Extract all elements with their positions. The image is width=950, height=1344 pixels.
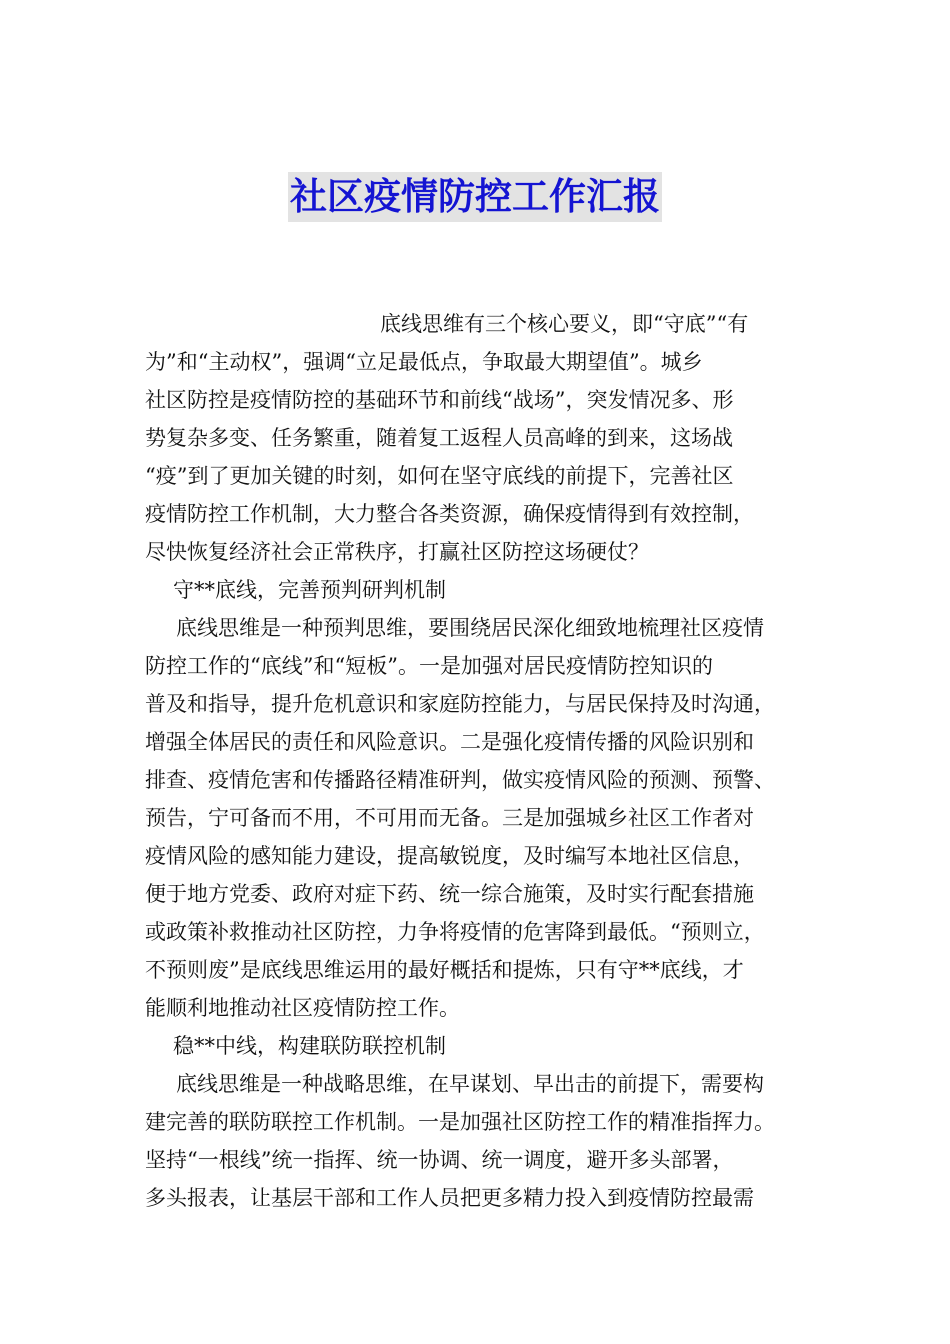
paragraph-line: 排查、疫情危害和传播路径精准研判，做实疫情风险的预测、预警、: [145, 768, 775, 792]
paragraph-line: 普及和指导，提升危机意识和家庭防控能力，与居民保持及时沟通，: [145, 692, 775, 716]
paragraph-line: 底线思维有三个核心要义，即“守底”“有: [380, 312, 749, 336]
paragraph-line: 疫情风险的感知能力建设，提高敏锐度，及时编写本地社区信息，: [145, 844, 754, 868]
paragraph-line: 势复杂多变、任务繁重，随着复工返程人员高峰的到来，这场战: [145, 426, 733, 450]
paragraph-line: 疫情防控工作机制，大力整合各类资源，确保疫情得到有效控制，: [145, 502, 754, 526]
paragraph-line: 为”和“主动权”，强调“立足最低点，争取最大期望值”。城乡: [145, 350, 703, 374]
paragraph-line: “疫”到了更加关键的时刻，如何在坚守底线的前提下，完善社区: [145, 464, 734, 488]
paragraph-line: 建完善的联防联控工作机制。一是加强社区防控工作的精准指挥力。: [145, 1110, 775, 1134]
paragraph-line: 底线思维是一种战略思维，在早谋划、早出击的前提下，需要构: [176, 1072, 764, 1096]
section-heading: 稳**中线，构建联防联控机制: [173, 1034, 446, 1058]
paragraph-line: 底线思维是一种预判思维，要围绕居民深化细致地梳理社区疫情: [176, 616, 764, 640]
document-title: [0, 172, 950, 222]
paragraph-line: 或政策补救推动社区防控，力争将疫情的危害降到最低。“预则立，: [145, 920, 765, 944]
paragraph-line: 预告，宁可备而不用，不可用而无备。三是加强城乡社区工作者对: [145, 806, 754, 830]
document-title-text: 社区疫情防控工作汇报: [288, 172, 662, 222]
document-body: [145, 305, 810, 1217]
paragraph-line: 不预则废”是底线思维运用的最好概括和提炼，只有守**底线，才: [145, 958, 744, 982]
paragraph-line: 多头报表，让基层干部和工作人员把更多精力投入到疫情防控最需: [145, 1186, 754, 1210]
paragraph-line: 能顺利地推动社区疫情防控工作。: [145, 996, 460, 1020]
section-heading: 守**底线，完善预判研判机制: [173, 578, 446, 602]
paragraph-line: 坚持“一根线”统一指挥、统一协调、统一调度，避开多头部署，: [145, 1148, 734, 1172]
paragraph-line: 尽快恢复经济社会正常秩序，打赢社区防控这场硬仗？: [145, 540, 649, 564]
paragraph-line: 增强全体居民的责任和风险意识。二是强化疫情传播的风险识别和: [145, 730, 754, 754]
paragraph-line: 便于地方党委、政府对症下药、统一综合施策，及时实行配套措施: [145, 882, 754, 906]
paragraph-line: 防控工作的“底线”和“短板”。一是加强对居民疫情防控知识的: [145, 654, 713, 678]
paragraph-line: 社区防控是疫情防控的基础环节和前线“战场”，突发情况多、形: [145, 388, 734, 412]
